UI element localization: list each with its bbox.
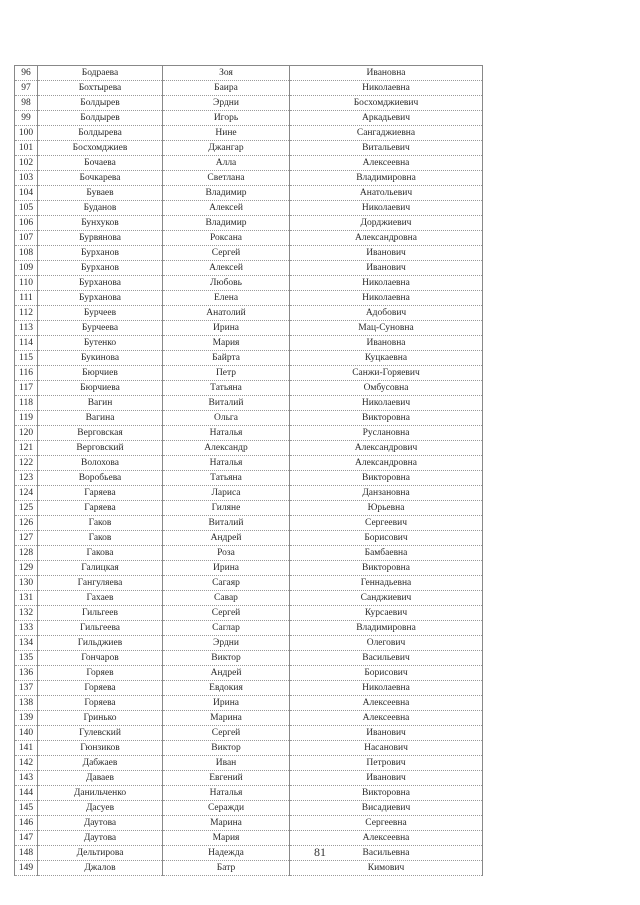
row-number-cell: 131 <box>15 591 38 606</box>
surname-cell: Гаряева <box>38 501 163 516</box>
table-row <box>15 801 483 816</box>
table-row <box>15 171 483 186</box>
row-number-cell: 112 <box>15 306 38 321</box>
first-name-cell: Евдокия <box>163 681 290 696</box>
surname-cell: Бюрчиева <box>38 381 163 396</box>
first-name-cell: Петр <box>163 366 290 381</box>
row-number-cell: 111 <box>15 291 38 306</box>
first-name-cell: Зоя <box>163 66 290 81</box>
table-row <box>15 516 483 531</box>
table-row <box>15 501 483 516</box>
row-number-cell: 148 <box>15 846 38 861</box>
row-number-cell: 127 <box>15 531 38 546</box>
surname-cell: Бунхуков <box>38 216 163 231</box>
table-row <box>15 276 483 291</box>
first-name-cell: Светлана <box>163 171 290 186</box>
first-name-cell: Игорь <box>163 111 290 126</box>
table-row <box>15 321 483 336</box>
row-number-cell: 96 <box>15 66 38 81</box>
patronymic-cell: Васильевна <box>290 846 483 861</box>
patronymic-cell: Витальевич <box>290 141 483 156</box>
surname-cell: Гулевский <box>38 726 163 741</box>
patronymic-cell: Владимировна <box>290 171 483 186</box>
patronymic-cell: Иванович <box>290 261 483 276</box>
table-row <box>15 216 483 231</box>
table-row <box>15 846 483 861</box>
surname-cell: Гильгеева <box>38 621 163 636</box>
table-row <box>15 381 483 396</box>
surname-cell: Воробьева <box>38 471 163 486</box>
first-name-cell: Батр <box>163 861 290 876</box>
row-number-cell: 118 <box>15 396 38 411</box>
patronymic-cell: Геннадьевна <box>290 576 483 591</box>
first-name-cell: Савар <box>163 591 290 606</box>
first-name-cell: Роза <box>163 546 290 561</box>
patronymic-cell: Аркадьевич <box>290 111 483 126</box>
row-number-cell: 120 <box>15 426 38 441</box>
row-number-cell: 134 <box>15 636 38 651</box>
row-number-cell: 98 <box>15 96 38 111</box>
first-name-cell: Иван <box>163 756 290 771</box>
row-number-cell: 110 <box>15 276 38 291</box>
table-row <box>15 411 483 426</box>
surname-cell: Гаряева <box>38 486 163 501</box>
first-name-cell: Наталья <box>163 456 290 471</box>
table-row <box>15 81 483 96</box>
first-name-cell: Сагаяр <box>163 576 290 591</box>
surname-cell: Болдырева <box>38 126 163 141</box>
table-row <box>15 591 483 606</box>
first-name-cell: Виталий <box>163 516 290 531</box>
patronymic-cell: Николаевна <box>290 81 483 96</box>
first-name-cell: Сергей <box>163 246 290 261</box>
first-name-cell: Наталья <box>163 786 290 801</box>
row-number-cell: 113 <box>15 321 38 336</box>
surname-cell: Гангуляева <box>38 576 163 591</box>
patronymic-cell: Николаевна <box>290 291 483 306</box>
first-name-cell: Анатолий <box>163 306 290 321</box>
surname-cell: Гаков <box>38 531 163 546</box>
patronymic-cell: Ивановна <box>290 66 483 81</box>
patronymic-cell: Адобович <box>290 306 483 321</box>
row-number-cell: 144 <box>15 786 38 801</box>
table-row <box>15 141 483 156</box>
first-name-cell: Саглар <box>163 621 290 636</box>
row-number-cell: 133 <box>15 621 38 636</box>
surname-cell: Вагина <box>38 411 163 426</box>
surname-cell: Дельтирова <box>38 846 163 861</box>
row-number-cell: 122 <box>15 456 38 471</box>
table-row <box>15 831 483 846</box>
table-row <box>15 651 483 666</box>
patronymic-cell: Викторовна <box>290 411 483 426</box>
surname-cell: Гахаев <box>38 591 163 606</box>
first-name-cell: Виктор <box>163 741 290 756</box>
surname-cell: Вагин <box>38 396 163 411</box>
surname-cell: Бочаева <box>38 156 163 171</box>
surname-cell: Бутенко <box>38 336 163 351</box>
surname-cell: Гильджиев <box>38 636 163 651</box>
table-row <box>15 621 483 636</box>
patronymic-cell: Юрьевна <box>290 501 483 516</box>
patronymic-cell: Санжи-Горяевич <box>290 366 483 381</box>
patronymic-cell: Викторовна <box>290 561 483 576</box>
first-name-cell: Владимир <box>163 216 290 231</box>
first-name-cell: Марина <box>163 711 290 726</box>
patronymic-cell: Висадиевич <box>290 801 483 816</box>
patronymic-cell: Николаевич <box>290 201 483 216</box>
surname-cell: Волохова <box>38 456 163 471</box>
roster-table <box>14 65 483 876</box>
first-name-cell: Серажди <box>163 801 290 816</box>
surname-cell: Бодраева <box>38 66 163 81</box>
patronymic-cell: Босхомджиевич <box>290 96 483 111</box>
first-name-cell: Виталий <box>163 396 290 411</box>
surname-cell: Верговский <box>38 441 163 456</box>
row-number-cell: 123 <box>15 471 38 486</box>
row-number-cell: 149 <box>15 861 38 876</box>
patronymic-cell: Иванович <box>290 726 483 741</box>
row-number-cell: 130 <box>15 576 38 591</box>
first-name-cell: Надежда <box>163 846 290 861</box>
table-row <box>15 246 483 261</box>
patronymic-cell: Борисович <box>290 531 483 546</box>
row-number-cell: 121 <box>15 441 38 456</box>
table-row <box>15 726 483 741</box>
row-number-cell: 109 <box>15 261 38 276</box>
surname-cell: Бурвянова <box>38 231 163 246</box>
first-name-cell: Баира <box>163 81 290 96</box>
row-number-cell: 138 <box>15 696 38 711</box>
first-name-cell: Нине <box>163 126 290 141</box>
row-number-cell: 105 <box>15 201 38 216</box>
table-row <box>15 531 483 546</box>
first-name-cell: Татьяна <box>163 471 290 486</box>
patronymic-cell: Борисович <box>290 666 483 681</box>
surname-cell: Дабжаев <box>38 756 163 771</box>
patronymic-cell: Санджиевич <box>290 591 483 606</box>
patronymic-cell: Николаевич <box>290 396 483 411</box>
row-number-cell: 126 <box>15 516 38 531</box>
first-name-cell: Алексей <box>163 261 290 276</box>
surname-cell: Болдырев <box>38 111 163 126</box>
row-number-cell: 136 <box>15 666 38 681</box>
row-number-cell: 145 <box>15 801 38 816</box>
patronymic-cell: Курсаевич <box>290 606 483 621</box>
first-name-cell: Ольга <box>163 411 290 426</box>
patronymic-cell: Руслановна <box>290 426 483 441</box>
table-row <box>15 186 483 201</box>
table-row <box>15 426 483 441</box>
table-row <box>15 861 483 876</box>
table-row <box>15 306 483 321</box>
surname-cell: Гончаров <box>38 651 163 666</box>
row-number-cell: 101 <box>15 141 38 156</box>
patronymic-cell: Александрович <box>290 441 483 456</box>
row-number-cell: 135 <box>15 651 38 666</box>
first-name-cell: Любовь <box>163 276 290 291</box>
table-row <box>15 666 483 681</box>
surname-cell: Бурханов <box>38 261 163 276</box>
surname-cell: Бочкарева <box>38 171 163 186</box>
patronymic-cell: Владимировна <box>290 621 483 636</box>
table-row <box>15 771 483 786</box>
table-row <box>15 471 483 486</box>
row-number-cell: 107 <box>15 231 38 246</box>
row-number-cell: 106 <box>15 216 38 231</box>
surname-cell: Даутова <box>38 816 163 831</box>
surname-cell: Бурханова <box>38 276 163 291</box>
row-number-cell: 140 <box>15 726 38 741</box>
row-number-cell: 142 <box>15 756 38 771</box>
row-number-cell: 141 <box>15 741 38 756</box>
row-number-cell: 125 <box>15 501 38 516</box>
patronymic-cell: Ивановна <box>290 336 483 351</box>
row-number-cell: 143 <box>15 771 38 786</box>
patronymic-cell: Алексеевна <box>290 156 483 171</box>
first-name-cell: Джангар <box>163 141 290 156</box>
patronymic-cell: Алексеевна <box>290 696 483 711</box>
table-row <box>15 351 483 366</box>
table-row <box>15 561 483 576</box>
surname-cell: Бурчеева <box>38 321 163 336</box>
surname-cell: Бурханов <box>38 246 163 261</box>
row-number-cell: 132 <box>15 606 38 621</box>
patronymic-cell: Сергеевна <box>290 816 483 831</box>
surname-cell: Горяева <box>38 681 163 696</box>
first-name-cell: Александр <box>163 441 290 456</box>
table-row <box>15 816 483 831</box>
first-name-cell: Андрей <box>163 666 290 681</box>
row-number-cell: 147 <box>15 831 38 846</box>
patronymic-cell: Данзановна <box>290 486 483 501</box>
first-name-cell: Виктор <box>163 651 290 666</box>
row-number-cell: 114 <box>15 336 38 351</box>
surname-cell: Верговская <box>38 426 163 441</box>
row-number-cell: 108 <box>15 246 38 261</box>
table-row <box>15 486 483 501</box>
table-row <box>15 606 483 621</box>
patronymic-cell: Петрович <box>290 756 483 771</box>
patronymic-cell: Кимович <box>290 861 483 876</box>
surname-cell: Горяев <box>38 666 163 681</box>
row-number-cell: 104 <box>15 186 38 201</box>
row-number-cell: 137 <box>15 681 38 696</box>
patronymic-cell: Сангаджиевна <box>290 126 483 141</box>
patronymic-cell: Куцкаевна <box>290 351 483 366</box>
table-row <box>15 456 483 471</box>
table-row <box>15 711 483 726</box>
patronymic-cell: Александровна <box>290 231 483 246</box>
roster-table-body <box>15 66 483 876</box>
first-name-cell: Елена <box>163 291 290 306</box>
table-row <box>15 741 483 756</box>
first-name-cell: Роксана <box>163 231 290 246</box>
table-row <box>15 636 483 651</box>
first-name-cell: Андрей <box>163 531 290 546</box>
row-number-cell: 100 <box>15 126 38 141</box>
table-row <box>15 201 483 216</box>
first-name-cell: Эрдни <box>163 636 290 651</box>
patronymic-cell: Николаевна <box>290 276 483 291</box>
table-row <box>15 576 483 591</box>
row-number-cell: 117 <box>15 381 38 396</box>
patronymic-cell: Викторовна <box>290 471 483 486</box>
table-row <box>15 111 483 126</box>
table-row <box>15 261 483 276</box>
row-number-cell: 99 <box>15 111 38 126</box>
row-number-cell: 139 <box>15 711 38 726</box>
surname-cell: Гильгеев <box>38 606 163 621</box>
surname-cell: Буданов <box>38 201 163 216</box>
first-name-cell: Сергей <box>163 726 290 741</box>
page-number: 81 <box>314 845 326 859</box>
row-number-cell: 129 <box>15 561 38 576</box>
first-name-cell: Гиляне <box>163 501 290 516</box>
surname-cell: Даутова <box>38 831 163 846</box>
first-name-cell: Ирина <box>163 321 290 336</box>
surname-cell: Горяева <box>38 696 163 711</box>
table-row <box>15 96 483 111</box>
table-row <box>15 681 483 696</box>
patronymic-cell: Дорджиевич <box>290 216 483 231</box>
first-name-cell: Лариса <box>163 486 290 501</box>
surname-cell: Болдырев <box>38 96 163 111</box>
surname-cell: Гаков <box>38 516 163 531</box>
patronymic-cell: Омбусовна <box>290 381 483 396</box>
first-name-cell: Марина <box>163 816 290 831</box>
patronymic-cell: Анатольевич <box>290 186 483 201</box>
patronymic-cell: Олегович <box>290 636 483 651</box>
patronymic-cell: Викторовна <box>290 786 483 801</box>
patronymic-cell: Алексеевна <box>290 711 483 726</box>
first-name-cell: Эрдни <box>163 96 290 111</box>
first-name-cell: Сергей <box>163 606 290 621</box>
surname-cell: Бурханова <box>38 291 163 306</box>
first-name-cell: Алексей <box>163 201 290 216</box>
row-number-cell: 97 <box>15 81 38 96</box>
first-name-cell: Татьяна <box>163 381 290 396</box>
surname-cell: Дасуев <box>38 801 163 816</box>
patronymic-cell: Мац-Суновна <box>290 321 483 336</box>
patronymic-cell: Васильевич <box>290 651 483 666</box>
first-name-cell: Владимир <box>163 186 290 201</box>
surname-cell: Гринько <box>38 711 163 726</box>
first-name-cell: Алла <box>163 156 290 171</box>
first-name-cell: Байрта <box>163 351 290 366</box>
surname-cell: Галицкая <box>38 561 163 576</box>
row-number-cell: 146 <box>15 816 38 831</box>
patronymic-cell: Насанович <box>290 741 483 756</box>
table-row <box>15 126 483 141</box>
first-name-cell: Мария <box>163 831 290 846</box>
table-row <box>15 546 483 561</box>
table-row <box>15 291 483 306</box>
patronymic-cell: Сергеевич <box>290 516 483 531</box>
row-number-cell: 119 <box>15 411 38 426</box>
surname-cell: Буваев <box>38 186 163 201</box>
patronymic-cell: Иванович <box>290 771 483 786</box>
table-row <box>15 441 483 456</box>
table-row <box>15 756 483 771</box>
table-row <box>15 66 483 81</box>
first-name-cell: Мария <box>163 336 290 351</box>
row-number-cell: 124 <box>15 486 38 501</box>
patronymic-cell: Бамбаевна <box>290 546 483 561</box>
table-row <box>15 696 483 711</box>
row-number-cell: 115 <box>15 351 38 366</box>
row-number-cell: 128 <box>15 546 38 561</box>
table-row <box>15 786 483 801</box>
table-row <box>15 231 483 246</box>
surname-cell: Бурчеев <box>38 306 163 321</box>
surname-cell: Букинова <box>38 351 163 366</box>
row-number-cell: 116 <box>15 366 38 381</box>
surname-cell: Джалов <box>38 861 163 876</box>
row-number-cell: 103 <box>15 171 38 186</box>
first-name-cell: Ирина <box>163 696 290 711</box>
patronymic-cell: Алексеевна <box>290 831 483 846</box>
surname-cell: Бохтырева <box>38 81 163 96</box>
table-row <box>15 396 483 411</box>
first-name-cell: Евгений <box>163 771 290 786</box>
table-row <box>15 336 483 351</box>
surname-cell: Данильченко <box>38 786 163 801</box>
surname-cell: Гакова <box>38 546 163 561</box>
surname-cell: Босхомджиев <box>38 141 163 156</box>
row-number-cell: 102 <box>15 156 38 171</box>
first-name-cell: Наталья <box>163 426 290 441</box>
table-row <box>15 366 483 381</box>
first-name-cell: Ирина <box>163 561 290 576</box>
patronymic-cell: Николаевна <box>290 681 483 696</box>
patronymic-cell: Иванович <box>290 246 483 261</box>
surname-cell: Гюнзиков <box>38 741 163 756</box>
surname-cell: Даваев <box>38 771 163 786</box>
table-row <box>15 156 483 171</box>
patronymic-cell: Александровна <box>290 456 483 471</box>
surname-cell: Бюрчиев <box>38 366 163 381</box>
